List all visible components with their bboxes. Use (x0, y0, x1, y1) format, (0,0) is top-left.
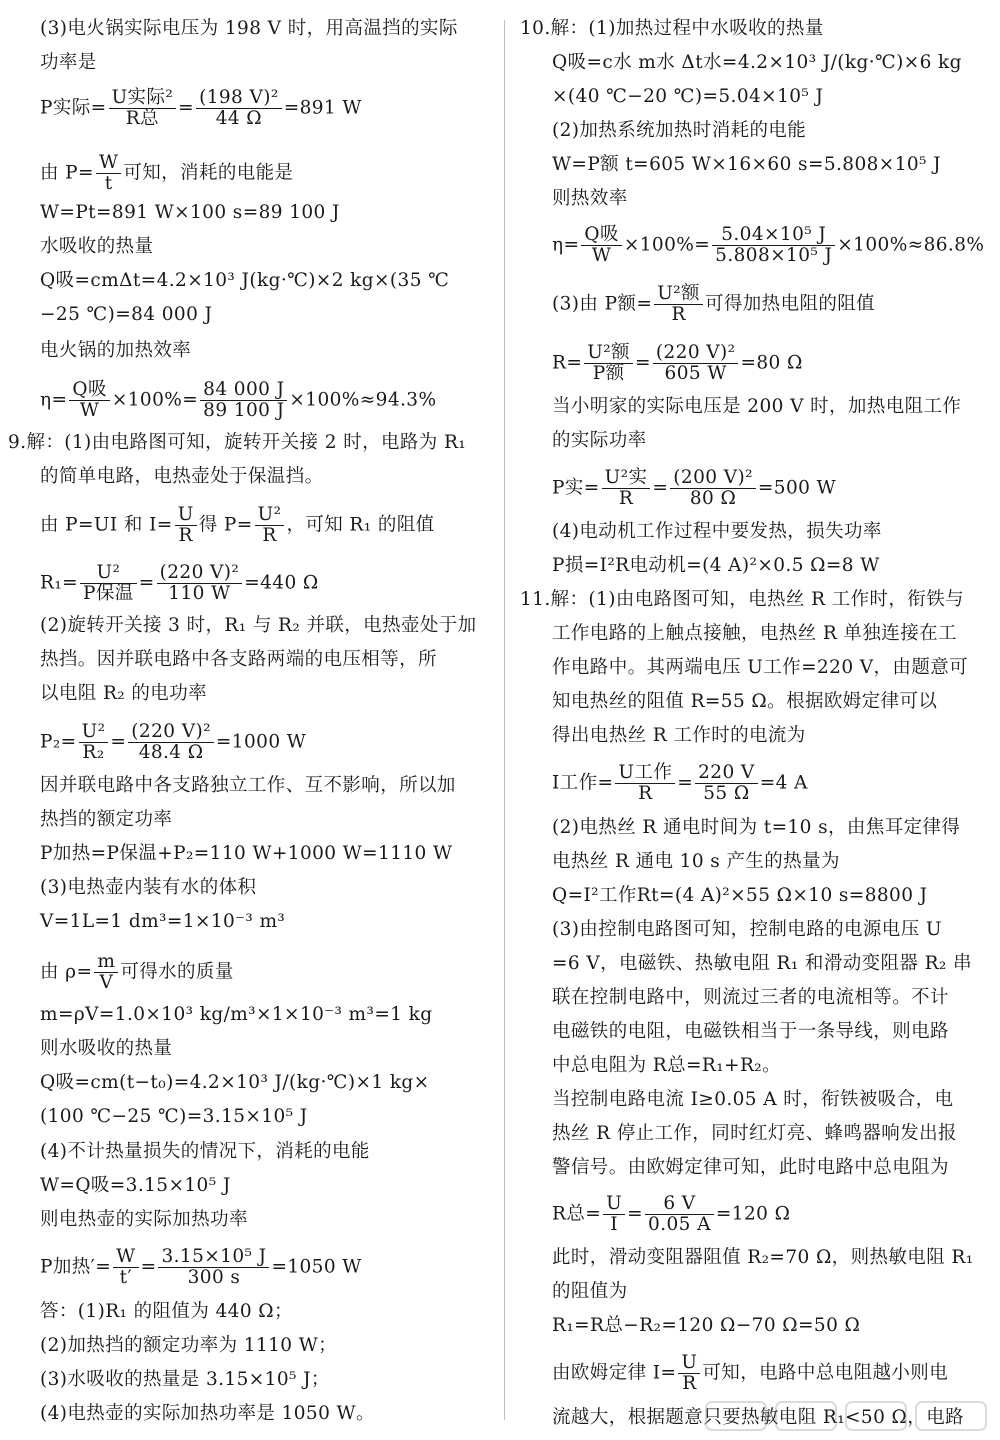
text-line: R₁=R总−R₂=120 Ω−70 Ω=50 Ω (552, 1315, 861, 1336)
text-line: =6 V，电磁铁、热敏电阻 R₁ 和滑动变阻器 R₂ 串 (552, 953, 972, 974)
text-line: 则电热壶的实际加热功率 (40, 1209, 248, 1230)
text-line: 联在控制电路中，则流过三者的电流相等。不计 (552, 987, 949, 1008)
formula-line: 由欧姆定律 I= $\frac{U}{R}$ 可知，电路中总电阻越小则电 (552, 1352, 949, 1394)
formula-p-actual: P实= U²实 R = $\frac{\text{(200 V)²}}{80 \Omega}$ =500 W (552, 467, 836, 509)
text-line: −25 ℃)=84 000 J (40, 304, 213, 325)
formula-total-resistance: R总= $\frac{U}{I}$ = $\frac{6 V}{0.05 A}$ =120 Ω (552, 1193, 791, 1235)
question-11-header: 11.解：(1)由电路图可知，电热丝 R 工作时，衔铁与 (520, 589, 965, 610)
formula-current: I工作= U工作 R = $\frac{220 V}{55 \Omega}$ =4 A (552, 762, 808, 804)
text-line: 中总电阻为 R总=R₁+R₂。 (552, 1055, 782, 1076)
text-line: 功率是 (40, 52, 97, 73)
text-line: 警信号。由欧姆定律可知，此时电路中总电阻为 (552, 1157, 949, 1178)
text-line: (2)电热丝 R 通电时间为 t=10 s，由焦耳定律得 (552, 817, 961, 838)
text-line: 当控制电路电流 I≥0.05 A 时，衔铁被吸合，电 (552, 1089, 954, 1110)
text-line: (4)电动机工作过程中要发热，损失功率 (552, 521, 882, 542)
text-line: 作电路中。其两端电压 U工作=220 V，由题意可 (552, 657, 969, 678)
text-line: m=ρV=1.0×10³ kg/m³×1×10⁻³ m³=1 kg (40, 1004, 433, 1025)
answer-line: 答：(1)R₁ 的阻值为 440 Ω； (40, 1301, 293, 1322)
answer-line: (4)电热壶的实际加热功率是 1050 W。 (40, 1403, 375, 1424)
text-line: 热丝 R 停止工作，同时红灯亮、蜂鸣器响发出报 (552, 1123, 957, 1144)
text-line: 以电阻 R₂ 的电功率 (40, 683, 208, 704)
formula-line: 由 P=UI 和 I= $\frac{U}{R}$ 得 P= $\frac{\text{U²}}{R}$ ，可知 R₁ 的阻值 (40, 504, 435, 546)
text-line: 工作电路的上触点接触，电热丝 R 单独连接在工 (552, 623, 957, 644)
formula-r1: R₁= U² P保温 = $\frac{\text{(220 V)²}}{110 W}$ =440 Ω (40, 562, 319, 604)
text-line: 的简单电路，电热壶处于保温挡。 (40, 466, 324, 487)
text-line: 流越大，根据题意只要热敏电阻 R₁<50 Ω，电路 (552, 1407, 964, 1428)
text-line: 热挡。因并联电路中各支路两端的电压相等，所 (40, 649, 437, 670)
text-line: P损=I²R电动机=(4 A)²×0.5 Ω=8 W (552, 555, 880, 576)
text-line: P加热=P保温+P₂=110 W+1000 W=1110 W (40, 843, 453, 864)
question-9-header: 9.解：(1)由电路图可知，旋转开关接 2 时，电路为 R₁ (8, 432, 467, 453)
text-line: (2)加热系统加热时消耗的电能 (552, 120, 807, 141)
text-line: 热挡的额定功率 (40, 809, 173, 830)
text-line: (2)旋转开关接 3 时，R₁ 与 R₂ 并联，电热壶处于加 (40, 615, 477, 636)
text-line: 水吸收的热量 (40, 236, 154, 257)
formula-p2: P₂= $\frac{\text{U²}}{\text{R₂}}$ = $\frac{\text{(220 V)²}}{48.4 \Omega}$ =1000 W (40, 721, 307, 763)
column-divider (504, 20, 505, 1420)
text-line: Q吸=c水 m水 Δt水=4.2×10³ J/(kg·℃)×6 kg (552, 52, 962, 73)
watermark-logo (702, 1396, 992, 1436)
formula-efficiency: η= Q吸 W ×100%= $\frac{84 000 J}{89 100 J}$ ×100%≈94.3% (40, 379, 437, 421)
question-10-header: 10.解：(1)加热过程中水吸收的热量 (520, 18, 824, 39)
formula-line: 由 P= $\frac{W}{t}$ 可知，消耗的电能是 (40, 152, 294, 194)
text-line: 当小明家的实际电压是 200 V 时，加热电阻工作 (552, 396, 962, 417)
text-line: (3)电火锅实际电压为 198 V 时，用高温挡的实际 (40, 18, 458, 39)
text-line: 则热效率 (552, 188, 628, 209)
formula-efficiency: η= Q吸 W ×100%= $\frac{\text{5.04×10⁵ J}}{\text{5.808×10⁵ J}}$ ×100%≈86.8% (552, 224, 985, 266)
text-line: Q吸=cmΔt=4.2×10³ J(kg·℃)×2 kg×(35 ℃ (40, 270, 450, 291)
answer-line: (2)加热挡的额定功率为 1110 W； (40, 1335, 338, 1356)
text-line: 则水吸收的热量 (40, 1038, 173, 1059)
formula-p-actual: P实际= U实际² R总 = $\frac{\text{(198 V)²}}{44 \Omega}$ =891 W (40, 87, 362, 129)
text-line: Q吸=cm(t−t₀)=4.2×10³ J/(kg·℃)×1 kg× (40, 1072, 430, 1093)
text-line: (3)由控制电路图可知，控制电路的电源电压 U (552, 919, 942, 940)
text-line: (100 ℃−25 ℃)=3.15×10⁵ J (40, 1106, 308, 1127)
text-line: 知电热丝的阻值 R=55 Ω。根据欧姆定律可以 (552, 691, 938, 712)
text-line: Q=I²工作Rt=(4 A)²×55 Ω×10 s=8800 J (552, 885, 928, 906)
formula-resistance: R= U²额 P额 = $\frac{\text{(220 V)²}}{605 W}$ =80 Ω (552, 342, 803, 384)
text-line: ×(40 ℃−20 ℃)=5.04×10⁵ J (552, 86, 824, 107)
text-line: 的实际功率 (552, 430, 647, 451)
text-line: (3)电热壶内装有水的体积 (40, 877, 257, 898)
formula-line: 由 ρ= $\frac{m}{V}$ 可得水的质量 (40, 951, 234, 993)
text-line: V=1L=1 dm³=1×10⁻³ m³ (40, 911, 286, 932)
text-line: W=Pt=891 W×100 s=89 100 J (40, 202, 340, 223)
text-line: 此时，滑动变阻器阻值 R₂=70 Ω，则热敏电阻 R₁ (552, 1247, 974, 1268)
text-line: 电火锅的加热效率 (40, 340, 192, 361)
text-line: 电热丝 R 通电 10 s 产生的热量为 (552, 851, 840, 872)
answer-line: (3)水吸收的热量是 3.15×10⁵ J； (40, 1369, 330, 1390)
text-line: 因并联电路中各支路独立工作、互不影响，所以加 (40, 775, 456, 796)
text-line: 电磁铁的电阻，电磁铁相当于一条导线，则电路 (552, 1021, 949, 1042)
text-line: 得出电热丝 R 工作时的电流为 (552, 725, 806, 746)
text-line: 的阻值为 (552, 1281, 628, 1302)
text-line: (4)不计热量损失的情况下，消耗的电能 (40, 1141, 370, 1162)
formula-line: (3)由 P额= U²额 R 可得加热电阻的阻值 (552, 283, 876, 325)
formula-p-heat-actual: P加热′= $\frac{W}{t'}$ = $\frac{\text{3.15×10⁵ J}}{300 s}$ =1050 W (40, 1246, 362, 1288)
text-line: W=Q吸=3.15×10⁵ J (40, 1175, 231, 1196)
text-line: W=P额 t=605 W×16×60 s=5.808×10⁵ J (552, 154, 941, 175)
